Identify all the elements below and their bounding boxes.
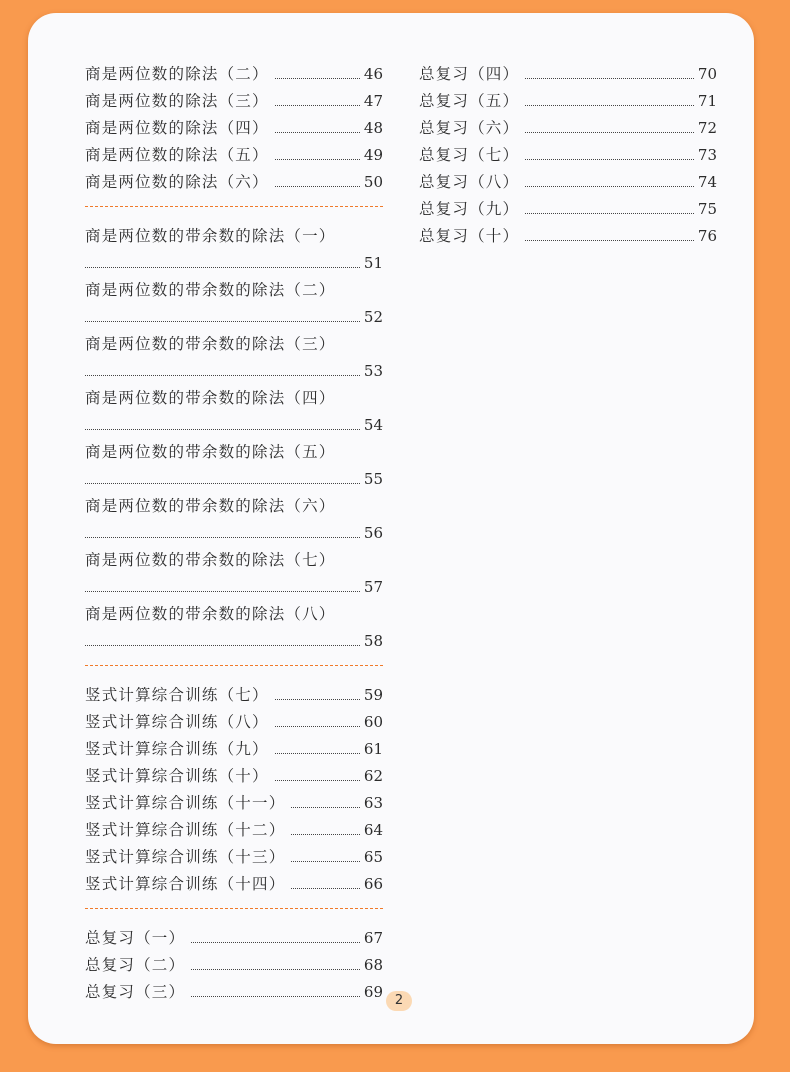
toc-entry-page: 75 xyxy=(697,200,717,218)
toc-entry-page: 54 xyxy=(363,416,383,434)
dot-leader xyxy=(525,78,694,79)
dot-leader xyxy=(525,132,694,133)
toc-entry-page: 72 xyxy=(697,119,717,137)
dot-leader xyxy=(275,105,360,106)
dot-leader xyxy=(191,969,360,970)
toc-entry[interactable] xyxy=(85,813,383,840)
toc-entry-page: 67 xyxy=(363,929,383,947)
toc-entry-title: 商是两位数的除法（二） xyxy=(85,65,269,83)
toc-entry[interactable] xyxy=(85,705,383,732)
toc-entry-title: 竖式计算综合训练（十三） xyxy=(85,848,286,866)
dot-leader xyxy=(291,834,360,835)
toc-entry-title: 总复习（二） xyxy=(85,956,186,974)
toc-entry[interactable] xyxy=(85,111,383,138)
dot-leader xyxy=(275,780,360,781)
toc-entry-page: 63 xyxy=(363,794,383,812)
section-divider xyxy=(85,651,383,678)
dot-leader xyxy=(191,996,360,997)
toc-entry-page: 74 xyxy=(697,173,717,191)
toc-entry-page: 71 xyxy=(697,92,717,110)
toc-entry-title: 竖式计算综合训练（九） xyxy=(85,740,269,758)
toc-entry[interactable] xyxy=(85,732,383,759)
toc-entry[interactable] xyxy=(419,192,717,219)
dot-leader xyxy=(525,159,694,160)
dot-leader xyxy=(85,321,360,322)
dot-leader xyxy=(275,78,360,79)
toc-entry-page: 59 xyxy=(363,686,383,704)
toc-entry[interactable] xyxy=(85,948,383,975)
toc-entry-title: 商是两位数的带余数的除法（七） xyxy=(85,551,336,569)
toc-entry[interactable] xyxy=(419,138,717,165)
toc-entry-page: 65 xyxy=(363,848,383,866)
toc-entry-page: 60 xyxy=(363,713,383,731)
toc-entry-page: 51 xyxy=(363,254,383,272)
dot-leader xyxy=(191,942,360,943)
toc-entry-title: 竖式计算综合训练（八） xyxy=(85,713,269,731)
toc-entry[interactable] xyxy=(85,327,383,381)
toc-entry[interactable] xyxy=(85,543,383,597)
toc-entry-title: 竖式计算综合训练（十） xyxy=(85,767,269,785)
toc-entry-title: 商是两位数的带余数的除法（二） xyxy=(85,281,336,299)
toc-entry-page: 52 xyxy=(363,308,383,326)
toc-right-column xyxy=(419,57,717,246)
dot-leader xyxy=(291,861,360,862)
toc-entry[interactable] xyxy=(85,867,383,894)
toc-entry-title: 总复习（七） xyxy=(419,146,520,164)
dot-leader xyxy=(275,726,360,727)
toc-entry-page: 58 xyxy=(363,632,383,650)
dot-leader xyxy=(525,213,694,214)
section-divider xyxy=(85,894,383,921)
toc-entry-title: 商是两位数的带余数的除法（四） xyxy=(85,389,336,407)
toc-entry-page: 76 xyxy=(697,227,717,245)
toc-entry[interactable] xyxy=(85,597,383,651)
dot-leader xyxy=(291,888,360,889)
dot-leader xyxy=(275,159,360,160)
dot-leader xyxy=(85,429,360,430)
toc-entry-page: 48 xyxy=(363,119,383,137)
toc-entry-page: 69 xyxy=(363,983,383,1001)
toc-entry-title: 商是两位数的带余数的除法（三） xyxy=(85,335,336,353)
toc-entry-page: 55 xyxy=(363,470,383,488)
dot-leader xyxy=(85,537,360,538)
toc-entry[interactable] xyxy=(85,786,383,813)
toc-entry[interactable] xyxy=(85,138,383,165)
toc-entry[interactable] xyxy=(85,381,383,435)
toc-left-column xyxy=(85,57,383,1002)
toc-entry[interactable] xyxy=(85,975,383,1002)
toc-entry-title: 商是两位数的带余数的除法（一） xyxy=(85,227,336,245)
toc-entry[interactable] xyxy=(419,165,717,192)
toc-entry-title: 商是两位数的除法（六） xyxy=(85,173,269,191)
toc-group-vertical-calc xyxy=(85,678,383,894)
toc-entry-title: 总复习（九） xyxy=(419,200,520,218)
toc-entry-page: 46 xyxy=(363,65,383,83)
toc-entry-page: 70 xyxy=(697,65,717,83)
toc-entry[interactable] xyxy=(419,111,717,138)
toc-entry[interactable] xyxy=(419,57,717,84)
toc-entry-page: 53 xyxy=(363,362,383,380)
dot-leader xyxy=(85,267,360,268)
toc-entry-page: 49 xyxy=(363,146,383,164)
toc-entry-page: 61 xyxy=(363,740,383,758)
toc-entry-page: 68 xyxy=(363,956,383,974)
toc-entry-page: 64 xyxy=(363,821,383,839)
toc-entry-title: 竖式计算综合训练（十一） xyxy=(85,794,286,812)
toc-page xyxy=(28,13,754,1044)
toc-entry[interactable] xyxy=(419,219,717,246)
toc-entry[interactable] xyxy=(85,57,383,84)
dot-leader xyxy=(85,483,360,484)
toc-entry-page: 62 xyxy=(363,767,383,785)
toc-entry[interactable] xyxy=(85,759,383,786)
dot-leader xyxy=(275,132,360,133)
toc-group-division xyxy=(85,57,383,192)
toc-entry-title: 商是两位数的除法（五） xyxy=(85,146,269,164)
toc-entry-page: 73 xyxy=(697,146,717,164)
toc-entry[interactable] xyxy=(419,84,717,111)
dot-leader xyxy=(525,186,694,187)
toc-entry-title: 总复习（六） xyxy=(419,119,520,137)
toc-entry-title: 总复习（一） xyxy=(85,929,186,947)
toc-entry[interactable] xyxy=(85,84,383,111)
toc-entry[interactable] xyxy=(85,678,383,705)
dot-leader xyxy=(275,753,360,754)
toc-entry[interactable] xyxy=(85,921,383,948)
toc-entry[interactable] xyxy=(85,273,383,327)
dot-leader xyxy=(275,186,360,187)
toc-entry[interactable] xyxy=(85,165,383,192)
toc-group-review xyxy=(85,921,383,1002)
toc-entry-title: 竖式计算综合训练（七） xyxy=(85,686,269,704)
dot-leader xyxy=(85,591,360,592)
section-divider xyxy=(85,192,383,219)
dot-leader xyxy=(525,105,694,106)
toc-entry-title: 商是两位数的除法（三） xyxy=(85,92,269,110)
toc-entry-page: 50 xyxy=(363,173,383,191)
dot-leader xyxy=(291,807,360,808)
toc-entry[interactable] xyxy=(85,840,383,867)
toc-entry-page: 56 xyxy=(363,524,383,542)
toc-entry-title: 商是两位数的带余数的除法（八） xyxy=(85,605,336,623)
toc-entry-title: 总复习（十） xyxy=(419,227,520,245)
toc-entry[interactable] xyxy=(85,219,383,273)
toc-entry-title: 商是两位数的带余数的除法（六） xyxy=(85,497,336,515)
dot-leader xyxy=(85,375,360,376)
toc-group-remainder-division xyxy=(85,219,383,651)
toc-entry-page: 47 xyxy=(363,92,383,110)
toc-entry-page: 57 xyxy=(363,578,383,596)
toc-entry-title: 商是两位数的带余数的除法（五） xyxy=(85,443,336,461)
page-number-badge: 2 xyxy=(386,991,412,1011)
toc-entry-page: 66 xyxy=(363,875,383,893)
toc-entry-title: 总复习（八） xyxy=(419,173,520,191)
toc-entry-title: 商是两位数的除法（四） xyxy=(85,119,269,137)
toc-entry-title: 竖式计算综合训练（十二） xyxy=(85,821,286,839)
toc-entry-title: 竖式计算综合训练（十四） xyxy=(85,875,286,893)
dot-leader xyxy=(85,645,360,646)
toc-entry[interactable] xyxy=(85,489,383,543)
toc-entry-title: 总复习（四） xyxy=(419,65,520,83)
toc-entry-title: 总复习（三） xyxy=(85,983,186,1001)
toc-entry-title: 总复习（五） xyxy=(419,92,520,110)
toc-entry[interactable] xyxy=(85,435,383,489)
dot-leader xyxy=(525,240,694,241)
dot-leader xyxy=(275,699,360,700)
